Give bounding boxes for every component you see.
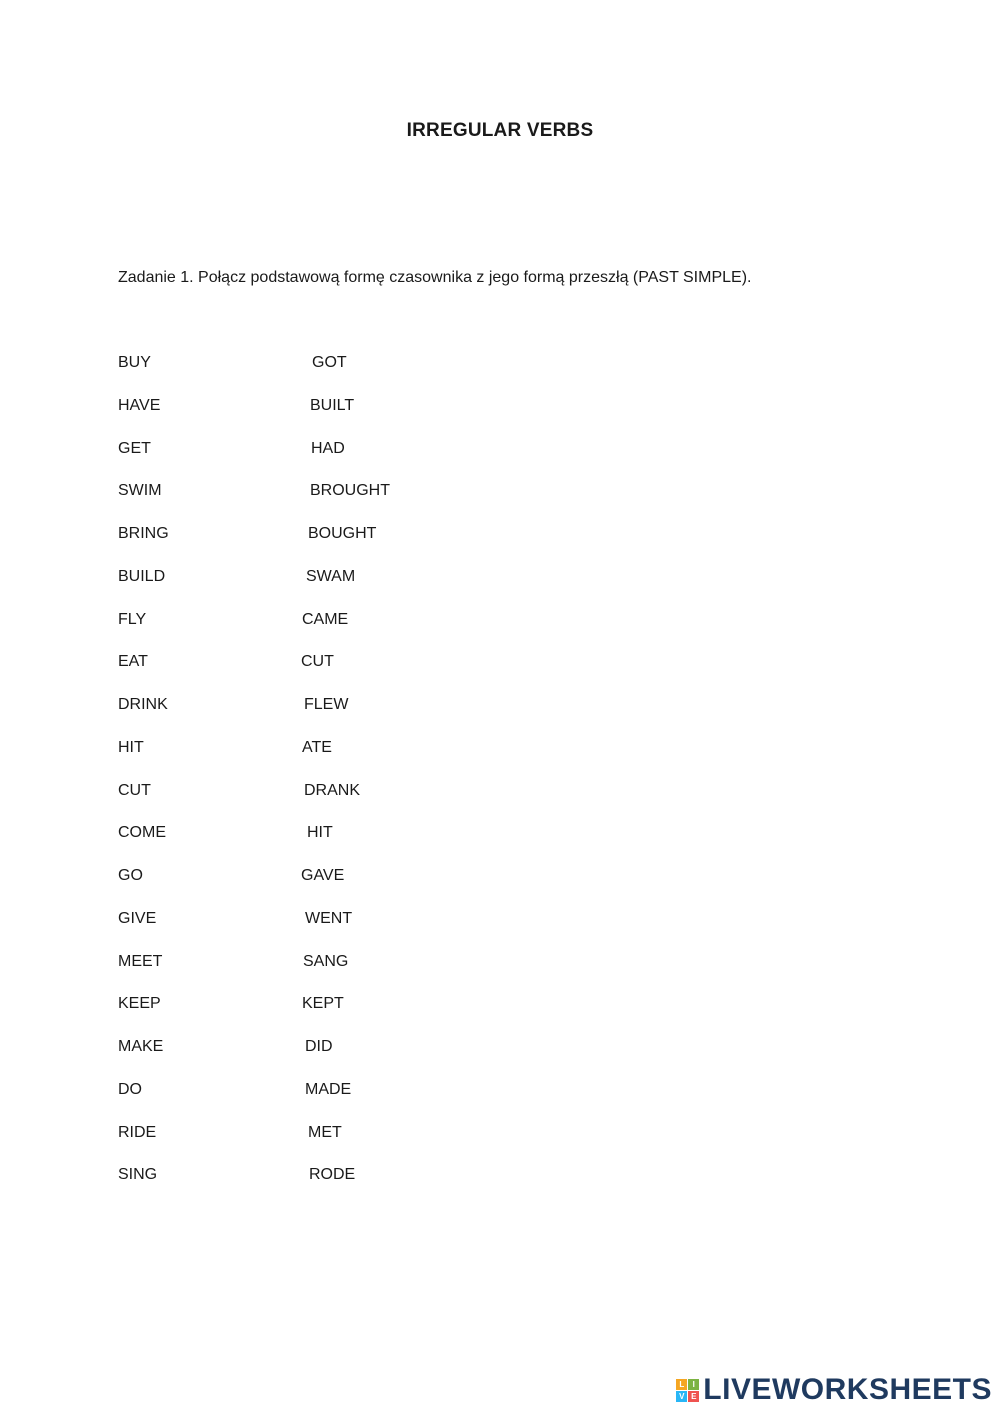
base-form: BUY: [118, 354, 151, 371]
base-form: RIDE: [118, 1123, 157, 1141]
verb-row: [118, 867, 518, 910]
logo-tile: L: [676, 1379, 687, 1390]
brand-name: LIVEWORKSHEETS: [703, 1373, 992, 1406]
past-form: GOT: [312, 354, 347, 371]
past-form: BOUGHT: [308, 525, 377, 542]
past-form: WENT: [305, 909, 353, 927]
verb-row: [118, 1124, 518, 1167]
verb-row: [118, 1081, 518, 1124]
verb-row: [118, 611, 518, 654]
verb-row: [118, 824, 518, 867]
base-form: COME: [118, 824, 166, 842]
verb-row: [118, 1038, 518, 1081]
base-form: CUT: [118, 781, 151, 799]
verb-row: [118, 482, 518, 525]
base-form: BRING: [118, 525, 169, 542]
verb-list: [118, 354, 518, 1209]
logo-tile: V: [676, 1391, 687, 1402]
verb-row: [118, 995, 518, 1038]
base-form: SWIM: [118, 482, 162, 500]
task-instruction: Zadanie 1. Połącz podstawową formę czasownika z jego formą przeszłą (PAST SIMPLE).: [118, 269, 752, 286]
liveworksheets-watermark: [676, 1375, 992, 1405]
past-form: DRANK: [304, 781, 361, 799]
verb-row: [118, 653, 518, 696]
past-form: CAME: [302, 610, 349, 628]
verb-row: [118, 696, 518, 739]
base-form: MEET: [118, 952, 163, 970]
past-form: KEPT: [302, 995, 344, 1013]
past-form: RODE: [309, 1166, 356, 1184]
base-form: BUILD: [118, 567, 166, 585]
base-form: GO: [118, 867, 143, 884]
page-title: IRREGULAR VERBS: [406, 120, 594, 141]
base-form: GIVE: [118, 909, 157, 927]
verb-row: [118, 739, 518, 782]
past-form: BUILT: [310, 396, 355, 414]
past-form: HIT: [307, 824, 333, 842]
liveworksheets-logo-icon: [676, 1379, 699, 1402]
verb-row: [118, 440, 518, 483]
past-form: FLEW: [304, 696, 349, 713]
past-form: GAVE: [301, 867, 345, 884]
base-form: HAVE: [118, 396, 161, 414]
verb-row: [118, 782, 518, 825]
base-form: GET: [118, 439, 151, 457]
past-form: ATE: [302, 738, 332, 756]
past-form: SANG: [303, 952, 349, 970]
logo-tile: E: [688, 1391, 699, 1402]
logo-tile: I: [688, 1379, 699, 1390]
verb-row: [118, 1166, 518, 1209]
verb-row: [118, 397, 518, 440]
past-form: SWAM: [306, 567, 356, 585]
past-form: BROUGHT: [310, 482, 390, 500]
base-form: DRINK: [118, 696, 168, 713]
verb-row: [118, 910, 518, 953]
verb-row: [118, 525, 518, 568]
base-form: FLY: [118, 610, 147, 628]
past-form: CUT: [301, 653, 334, 671]
base-form: SING: [118, 1166, 158, 1184]
base-form: EAT: [118, 653, 148, 671]
past-form: DID: [305, 1038, 333, 1055]
base-form: DO: [118, 1080, 142, 1098]
base-form: KEEP: [118, 995, 161, 1013]
verb-row: [118, 953, 518, 996]
base-form: HIT: [118, 738, 144, 756]
base-form: MAKE: [118, 1038, 164, 1055]
verb-row: [118, 568, 518, 611]
past-form: MET: [308, 1123, 342, 1141]
past-form: MADE: [305, 1080, 352, 1098]
verb-row: [118, 354, 518, 397]
past-form: HAD: [311, 439, 345, 457]
